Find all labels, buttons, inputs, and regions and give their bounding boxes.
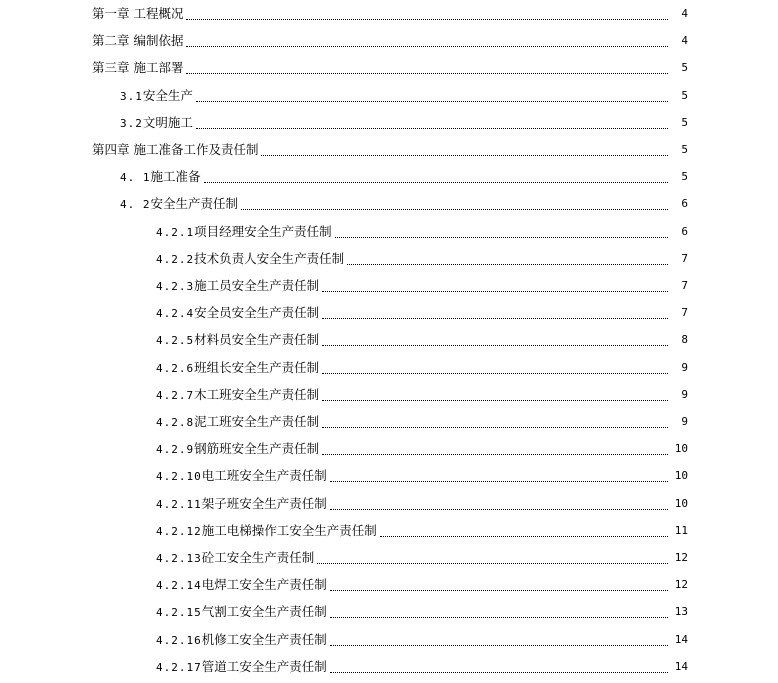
toc-entry-title: 砼工安全生产责任制	[201, 550, 315, 565]
toc-entry[interactable]	[120, 114, 688, 132]
toc-entry-number: 4.2.1	[156, 225, 195, 239]
toc-entry-title: 架子班安全生产责任制	[201, 495, 327, 511]
toc-entry-label	[120, 87, 193, 106]
toc-entry[interactable]	[156, 603, 688, 621]
toc-dot-leader	[330, 658, 668, 673]
toc-page-number: 5	[681, 115, 688, 129]
toc-entry-number: 4.2.15	[156, 606, 202, 620]
toc-entry[interactable]	[156, 250, 688, 268]
toc-entry[interactable]	[156, 331, 688, 349]
toc-entry-label	[120, 114, 193, 133]
toc-dot-leader	[261, 141, 668, 156]
toc-entry-label	[120, 195, 238, 214]
toc-entry-label	[156, 631, 327, 650]
toc-entry-label	[156, 658, 327, 677]
toc-page-number: 8	[681, 333, 688, 347]
toc-entry[interactable]	[156, 440, 688, 458]
toc-dot-leader	[186, 32, 668, 47]
toc-page-number: 7	[681, 279, 688, 292]
toc-dot-leader	[241, 195, 668, 210]
toc-entry-label	[156, 250, 344, 269]
toc-entry-label	[92, 32, 183, 50]
toc-entry[interactable]	[120, 168, 688, 186]
toc-entry-label	[156, 467, 327, 486]
toc-entry[interactable]	[92, 59, 688, 77]
toc-page-number: 7	[681, 251, 688, 265]
toc-page-number: 9	[681, 415, 688, 428]
toc-entry[interactable]	[156, 359, 688, 377]
toc-dot-leader	[186, 5, 668, 20]
toc-page-number: 10	[674, 496, 688, 510]
toc-entry[interactable]	[156, 467, 688, 485]
toc-entry-title: 第三章 施工部署	[92, 60, 184, 76]
toc-dot-leader	[196, 114, 668, 129]
toc-entry-title: 材料员安全生产责任制	[194, 332, 320, 348]
toc-entry-number: 4.2.3	[156, 280, 195, 293]
toc-dot-leader	[204, 168, 668, 183]
toc-page-number: 10	[674, 442, 688, 456]
toc-entry-label	[92, 141, 258, 159]
toc-entry[interactable]	[156, 413, 688, 431]
toc-dot-leader	[322, 413, 668, 428]
toc-entry-title: 施工电梯操作工安全生产责任制	[201, 522, 377, 538]
toc-page-number: 4	[681, 34, 688, 48]
toc-entry[interactable]	[92, 32, 688, 50]
toc-entry-number: 4.2.7	[156, 388, 195, 402]
toc-entry-title: 第二章 编制依据	[92, 33, 184, 49]
toc-entry-number: 4.2.2	[156, 252, 195, 266]
toc-entry-number: 4.2.12	[156, 524, 202, 538]
toc-entry-title: 机修工安全生产责任制	[201, 631, 327, 647]
toc-entry-title: 施工准备	[150, 169, 201, 185]
toc-entry-number: 4.2.5	[156, 334, 195, 348]
toc-entry-number: 4. 1	[120, 171, 151, 185]
toc-dot-leader	[322, 277, 668, 292]
toc-entry-title: 第四章 施工准备工作及责任制	[92, 142, 259, 157]
toc-entry-number: 4.2.8	[156, 416, 195, 429]
toc-entry[interactable]	[120, 195, 688, 213]
toc-page-number: 11	[674, 523, 688, 537]
toc-entry-number: 3.1	[120, 89, 143, 103]
toc-entry[interactable]	[156, 631, 688, 649]
toc-entry-title: 电焊工安全生产责任制	[201, 577, 327, 593]
toc-entry[interactable]	[92, 141, 688, 159]
toc-entry-title: 电工班安全生产责任制	[201, 468, 327, 484]
toc-entry-label	[156, 386, 319, 405]
toc-entry[interactable]	[156, 549, 688, 567]
toc-page-number: 5	[681, 61, 688, 75]
toc-entry-label	[156, 549, 314, 568]
toc-entry-label	[156, 277, 319, 296]
toc-entry-number: 4.2.9	[156, 443, 195, 457]
toc-page-number: 10	[674, 469, 688, 483]
toc-entry-title: 技术负责人安全生产责任制	[194, 250, 345, 266]
toc-dot-leader	[330, 467, 668, 482]
toc-entry[interactable]	[92, 5, 688, 23]
toc-entry-title: 泥工班安全生产责任制	[194, 414, 320, 429]
toc-entry-label	[120, 168, 201, 187]
toc-dot-leader	[330, 603, 668, 618]
toc-entry[interactable]	[156, 495, 688, 513]
toc-entry[interactable]	[120, 87, 688, 105]
toc-entry-label	[156, 304, 319, 323]
toc-page-number: 14	[674, 659, 688, 673]
toc-entry-title: 气割工安全生产责任制	[201, 604, 327, 620]
toc-dot-leader	[186, 59, 668, 74]
toc-dot-leader	[322, 331, 668, 346]
toc-page-number: 13	[674, 605, 688, 619]
toc-entry-number: 3.2	[120, 116, 143, 130]
toc-entry-number: 4.2.17	[156, 660, 202, 674]
toc-entry-label	[156, 522, 377, 541]
toc-page-number: 6	[681, 224, 688, 238]
toc-dot-leader	[347, 250, 668, 265]
toc-entry-number: 4.2.6	[156, 361, 195, 375]
toc-entry[interactable]	[156, 223, 688, 241]
toc-entry-title: 施工员安全生产责任制	[194, 278, 320, 293]
toc-entry-title: 安全生产	[142, 87, 193, 103]
toc-entry-number: 4.2.14	[156, 579, 202, 593]
toc-entry-label	[156, 413, 319, 432]
toc-entry-title: 文明施工	[142, 114, 193, 130]
toc-entry-title: 钢筋班安全生产责任制	[194, 441, 320, 457]
toc-page-number: 4	[681, 7, 688, 20]
toc-entry-label	[92, 5, 183, 23]
toc-entry-label	[156, 223, 332, 242]
toc-entry-label	[156, 576, 327, 595]
toc-entry-number: 4.2.11	[156, 497, 202, 511]
toc-entry-label	[156, 495, 327, 514]
toc-entry-label	[156, 359, 319, 378]
toc-page-number: 7	[681, 306, 688, 320]
toc-entry-label	[156, 331, 319, 350]
toc-dot-leader	[330, 495, 668, 510]
toc-dot-leader	[322, 386, 668, 401]
toc-page-number: 14	[674, 632, 688, 646]
toc-entry-number: 4.2.13	[156, 552, 202, 565]
toc-page-number: 6	[681, 197, 688, 211]
toc-entry-label	[92, 59, 183, 77]
toc-dot-leader	[317, 549, 668, 564]
toc-entry-title: 项目经理安全生产责任制	[194, 223, 332, 239]
toc-entry[interactable]	[156, 277, 688, 295]
toc-dot-leader	[322, 359, 668, 374]
toc-entry[interactable]	[156, 304, 688, 322]
toc-page-number: 12	[674, 551, 688, 564]
toc-entry-title: 第一章 工程概况	[92, 6, 184, 21]
toc-dot-leader	[380, 522, 668, 537]
toc-entry-number: 4.2.10	[156, 470, 202, 484]
toc-dot-leader	[196, 87, 668, 102]
toc-entry-title: 管道工安全生产责任制	[201, 658, 327, 674]
toc-entry[interactable]	[156, 658, 688, 676]
toc-page-number: 9	[681, 387, 688, 401]
toc-entry-number: 4.2.4	[156, 307, 195, 321]
toc-entry[interactable]	[156, 386, 688, 404]
toc-dot-leader	[330, 631, 668, 646]
toc-page-number: 5	[681, 170, 688, 184]
toc-entry-title: 安全员安全生产责任制	[194, 305, 320, 321]
toc-dot-leader	[322, 304, 668, 319]
toc-entry-title: 木工班安全生产责任制	[194, 386, 320, 402]
toc-entry-title: 安全生产责任制	[150, 196, 239, 212]
toc-entry-label	[156, 603, 327, 622]
toc-entry-number: 4. 2	[120, 198, 151, 212]
toc-entry-label	[156, 440, 319, 459]
toc-page-number: 9	[681, 360, 688, 374]
toc-dot-leader	[335, 223, 668, 238]
toc-page-number: 5	[681, 143, 688, 156]
toc-entry[interactable]	[156, 522, 688, 540]
toc-dot-leader	[322, 440, 668, 455]
toc-entry[interactable]	[156, 576, 688, 594]
toc-entry-number: 4.2.16	[156, 633, 202, 647]
toc-page-number: 12	[674, 578, 688, 592]
toc-dot-leader	[330, 576, 668, 591]
toc-page-number: 5	[681, 88, 688, 102]
toc-entry-title: 班组长安全生产责任制	[194, 359, 320, 375]
